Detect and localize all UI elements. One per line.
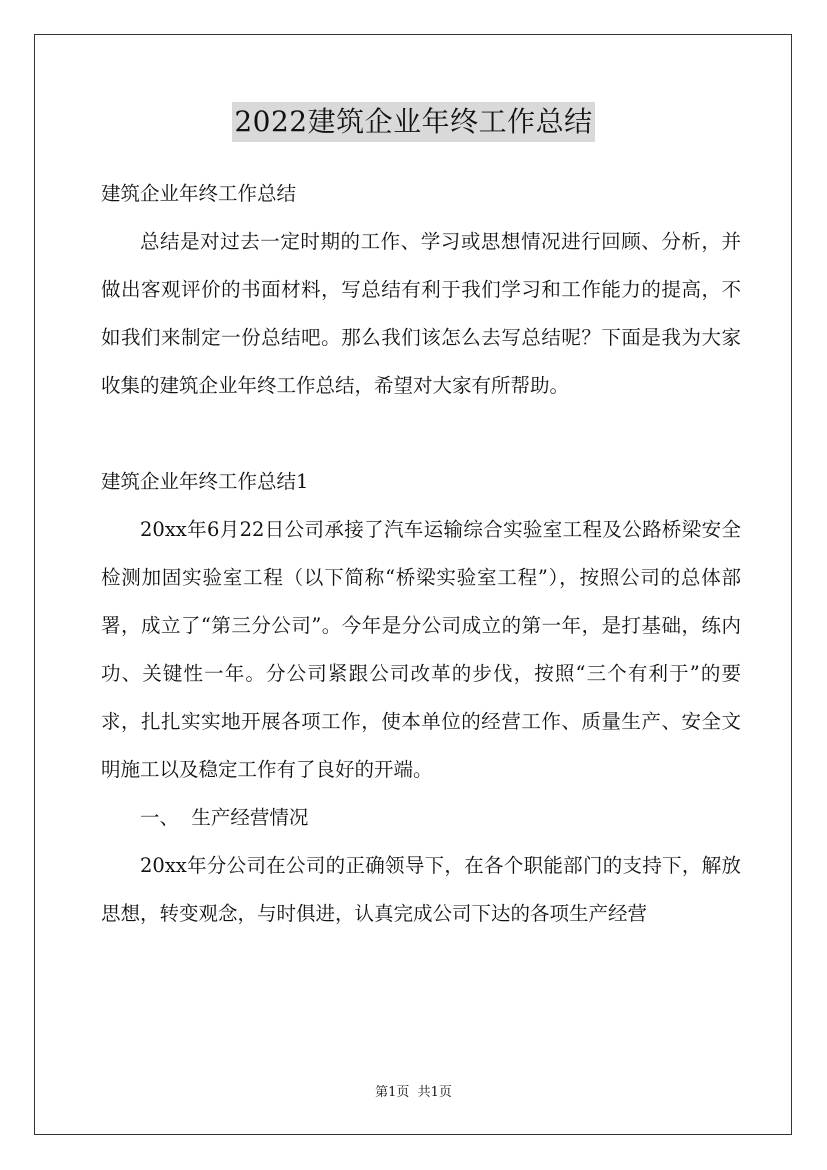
paragraph-gap [101,410,741,458]
intro-paragraph: 总结是对过去一定时期的工作、学习或思想情况进行回顾、分析，并做出客观评价的书面材料，写总结有利于我们学习和工作能力的提高，不如我们来制定一份总结吧。那么我们该怎么去写总结呢？下面是我为大家收集的建筑企业年终工作总结，希望对大家有所帮助。 [101,230,741,397]
section-1-paragraph-2: 20xx年分公司在公司的正确领导下，在各个职能部门的支持下，解放思想，转变观念，与时俱进，认真完成公司下达的各项生产经营 [101,854,741,925]
document-body [101,170,741,938]
section-1-paragraph: 20xx年6月22日公司承接了汽车运输综合实验室工程及公路桥梁安全检测加固实验室工程（以下简称“桥梁实验室工程”），按照公司的总体部署，成立了“第三分公司”。今年是分公司成立的第一年，是打基础，练内功、关键性一年。分公司紧跟公司改革的步伐，按照“三个有利于”的要求，扎扎实实地开展各项工作，使本单位的经营工作、质量生产、安全文明施工以及稳定工作有了良好的开端。 [101,518,741,781]
intro-heading: 建筑企业年终工作总结 [101,182,297,205]
title-container [0,102,827,142]
document-title: 2022建筑企业年终工作总结 [232,102,594,142]
page-footer: 第1页 共1页 [375,1085,452,1100]
subheading-production: 一、 生产经营情况 [140,806,309,829]
section-heading-1: 建筑企业年终工作总结1 [101,470,309,493]
